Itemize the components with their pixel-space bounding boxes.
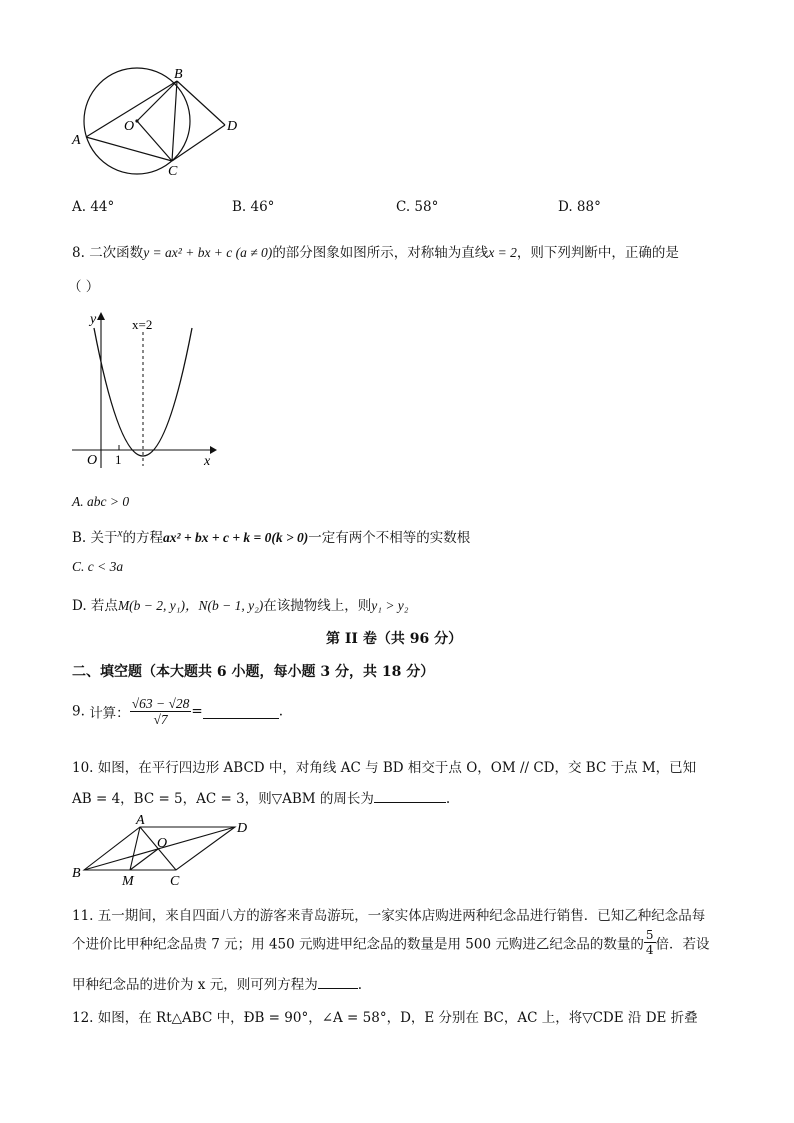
- q11-line2-pre: 个进价比甲种纪念品贵 7 元；用 450 元购进甲纪念品的数量是用 500 元购进乙纪念品的数量的: [72, 936, 644, 953]
- q9-numerator: √63 − √28: [131, 696, 190, 711]
- q8-option-b-pre: B. 关于: [72, 530, 118, 546]
- q11-line2: [72, 928, 710, 964]
- q7-option-d: D. 88°: [558, 199, 601, 215]
- q8-option-c-text: C. c < 3a: [72, 559, 124, 574]
- q10-line2: [72, 787, 450, 807]
- q10-end: .: [445, 791, 451, 807]
- q8-option-d-points: M(b − 2, y₁)，N(b − 1, y₂): [117, 598, 264, 613]
- q8-option-d-eq: y₁ > y₂: [371, 598, 409, 613]
- q8-option-d: [72, 594, 409, 614]
- tick-1-label: 1: [115, 452, 122, 467]
- q8-parabola-graph: [70, 308, 220, 468]
- q9: [72, 696, 283, 738]
- q10-answer-blank[interactable]: [374, 788, 446, 803]
- q8-axis-eq: x = 2: [488, 245, 517, 260]
- q9-number: 9.: [72, 703, 85, 720]
- y-axis-arrow: [97, 312, 105, 320]
- q10-line2-text: AB = 4，BC = 5，AC = 3，则▽ABM 的周长为: [72, 791, 374, 807]
- q8-option-b-x: x: [117, 527, 123, 540]
- q8-option-b: [72, 526, 470, 546]
- q8-text-pre: 二次函数: [89, 245, 144, 261]
- q8-option-b-mid: 的方程: [122, 530, 164, 546]
- volume-title: 第 II 卷（共 96 分）: [326, 631, 463, 647]
- q9-equals: =: [191, 703, 203, 720]
- q7-option-b: B. 46°: [232, 199, 275, 215]
- segment-oc: [137, 121, 172, 161]
- q10-parallelogram-figure: [70, 813, 260, 888]
- q11-end: .: [357, 977, 362, 993]
- symmetry-label: x=2: [132, 317, 153, 332]
- q11-frac-den: 4: [645, 943, 654, 957]
- part-title: 二、填空题（本大题共 6 小题，每小题 3 分，共 18 分）: [72, 664, 435, 680]
- q8-text-end: ，则下列判断中，正确的是: [516, 245, 679, 261]
- q11-line3: [72, 973, 362, 993]
- q9-label: 计算：: [89, 705, 130, 722]
- q7-option-c: C. 58°: [396, 199, 439, 215]
- q12-line1: 12. 如图，在 Rt△ABC 中，ÐB = 90°，∠A = 58°，D，E 分别在 BC，AC 上，将▽CDE 沿 DE 折叠: [72, 1010, 698, 1026]
- q8-option-d-pre: D. 若点: [72, 598, 118, 614]
- q8-answer-paren: （ ）: [68, 279, 100, 295]
- q11-fraction: [644, 928, 656, 957]
- label-m: M: [122, 874, 134, 888]
- q8-stem: [72, 241, 679, 261]
- q11-line3-text: 甲种纪念品的进价为 x 元，则可列方程为: [72, 977, 318, 993]
- q8-option-c: [72, 559, 123, 575]
- q8-option-b-eq: ax² + bx + c + k = 0(k > 0): [163, 530, 309, 545]
- label-o: O: [157, 836, 168, 851]
- q8-number: 8.: [72, 245, 85, 261]
- q9-fraction: [130, 696, 192, 727]
- origin-label: O: [87, 453, 98, 468]
- q8-text-post: 的部分图象如图所示，对称轴为直线: [272, 245, 489, 261]
- label-a: A: [136, 813, 145, 828]
- q8-option-a: [72, 494, 129, 510]
- q7-circle-figure: [70, 65, 250, 180]
- segment-bc: [172, 81, 177, 161]
- q11-answer-blank[interactable]: [318, 974, 358, 989]
- q11-line1: 11. 五一期间，来自四面八方的游客来青岛游玩，一家实体店购进两种纪念品进行销售．已知乙种纪念品每: [72, 908, 706, 924]
- center-point: [135, 119, 138, 122]
- label-c: C: [168, 164, 178, 179]
- segment-ob: [137, 81, 177, 121]
- q9-end: .: [278, 703, 283, 720]
- q8-formula: y = ax² + bx + c (a ≠ 0): [143, 245, 273, 260]
- q9-denominator: √7: [153, 712, 168, 727]
- y-label: y: [90, 312, 97, 327]
- q9-answer-blank[interactable]: [203, 704, 279, 719]
- tangent-cd: [172, 125, 225, 161]
- q7-option-a: A. 44°: [72, 199, 115, 215]
- tangent-bd: [177, 81, 225, 125]
- q11-line2-post: 倍．若设: [655, 936, 710, 953]
- label-b: B: [72, 866, 81, 881]
- label-b: B: [174, 67, 183, 82]
- q8-option-a-text: A. abc > 0: [72, 494, 130, 509]
- label-d: D: [237, 821, 248, 836]
- label-c: C: [170, 874, 180, 888]
- q10-line1: 10. 如图，在平行四边形 ABCD 中，对角线 AC 与 BD 相交于点 O，OM // CD，交 BC 于点 M，已知: [72, 760, 697, 776]
- label-d: D: [227, 119, 238, 134]
- q8-option-b-post: 一定有两个不相等的实数根: [308, 530, 471, 546]
- q8-option-d-mid: 在该抛物线上，则: [263, 598, 372, 614]
- label-a: A: [72, 133, 81, 148]
- x-label: x: [204, 454, 211, 468]
- label-o: O: [124, 119, 135, 134]
- x-axis-arrow: [210, 446, 217, 454]
- q11-frac-num: 5: [645, 928, 654, 942]
